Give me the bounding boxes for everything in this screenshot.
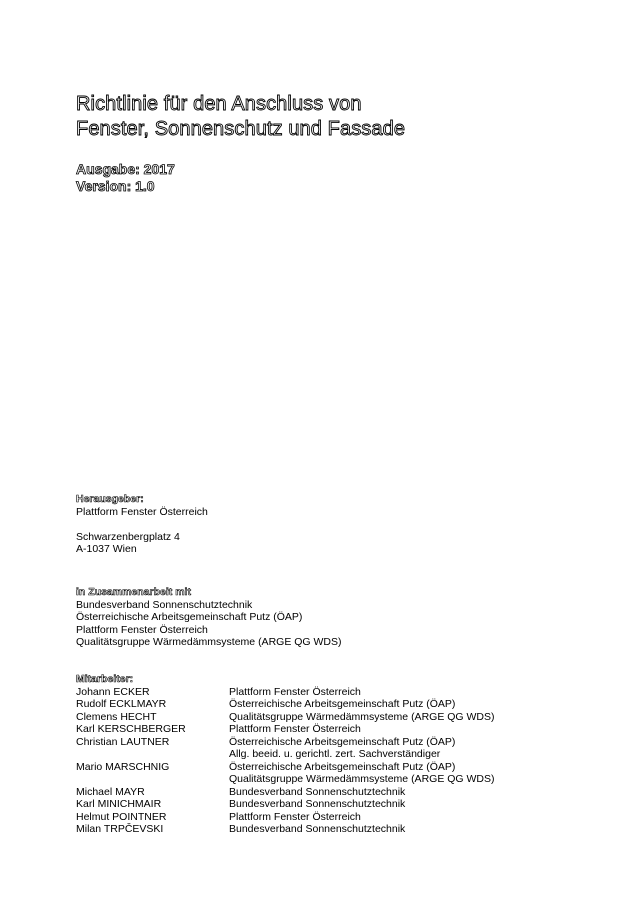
staff-row bbox=[76, 686, 494, 699]
staff-organization: Plattform Fenster Österreich bbox=[229, 685, 361, 698]
cooperation-partner: Österreichische Arbeitsgemeinschaft Putz (ÖAP) bbox=[76, 611, 303, 623]
title-line-1: Richtlinie für den Anschluss von bbox=[76, 93, 362, 115]
publisher-city: A-1037 Wien bbox=[76, 543, 137, 555]
staff-row bbox=[76, 698, 494, 711]
staff-organization: Allg. beeid. u. gerichtl. zert. Sachverständiger bbox=[229, 748, 441, 760]
staff-organization: Bundesverband Sonnenschutztechnik bbox=[229, 785, 406, 798]
cooperation-heading: in Zusammenarbeit mit bbox=[76, 586, 191, 598]
staff-organization: Österreichische Arbeitsgemeinschaft Putz (ÖAP) bbox=[229, 735, 456, 748]
staff-name: Karl MINICHMAIR bbox=[76, 798, 162, 810]
staff-organization: Österreichische Arbeitsgemeinschaft Putz (ÖAP) bbox=[229, 760, 456, 773]
publisher-street: Schwarzenbergplatz 4 bbox=[76, 530, 180, 543]
staff-row bbox=[76, 811, 494, 824]
staff-organization: Qualitätsgruppe Wärmedämmsysteme (ARGE QG WDS) bbox=[229, 710, 495, 723]
staff-name: Christian LAUTNER bbox=[76, 735, 170, 748]
staff-name: Michael MAYR bbox=[76, 785, 145, 798]
publisher-heading: Herausgeber: bbox=[76, 493, 144, 505]
staff-row bbox=[76, 823, 494, 836]
staff-name: Mario MARSCHNIG bbox=[76, 760, 170, 773]
staff-organization: Qualitätsgruppe Wärmedämmsysteme (ARGE QG WDS) bbox=[229, 773, 495, 785]
edition-info bbox=[76, 161, 175, 195]
publisher-name: Plattform Fenster Österreich bbox=[76, 505, 208, 518]
edition-issue: Ausgabe: 2017 bbox=[76, 161, 175, 177]
staff-section bbox=[76, 673, 494, 836]
cooperation-partner: Plattform Fenster Österreich bbox=[76, 623, 208, 636]
staff-organization: Bundesverband Sonnenschutztechnik bbox=[229, 798, 406, 810]
document-title bbox=[76, 92, 405, 142]
staff-name: Karl KERSCHBERGER bbox=[76, 723, 186, 735]
spacer bbox=[76, 518, 208, 531]
staff-organization: Bundesverband Sonnenschutztechnik bbox=[229, 823, 406, 835]
staff-row bbox=[76, 711, 494, 724]
staff-name: Helmut POINTNER bbox=[76, 810, 167, 823]
staff-organization: Plattform Fenster Österreich bbox=[229, 810, 361, 823]
edition-version: Version: 1.0 bbox=[76, 178, 155, 194]
staff-row bbox=[76, 786, 494, 799]
staff-row bbox=[76, 736, 494, 761]
staff-name: Clemens HECHT bbox=[76, 710, 157, 723]
staff-row bbox=[76, 798, 494, 811]
staff-row bbox=[76, 723, 494, 736]
cooperation-partner: Qualitätsgruppe Wärmedämmsysteme (ARGE QG WDS) bbox=[76, 636, 342, 648]
staff-name: Rudolf ECKLMAYR bbox=[76, 698, 167, 710]
cooperation-section bbox=[76, 586, 341, 649]
staff-organization: Plattform Fenster Österreich bbox=[229, 723, 361, 735]
staff-heading: Mitarbeiter: bbox=[76, 673, 134, 685]
cooperation-partner: Bundesverband Sonnenschutztechnik bbox=[76, 598, 253, 611]
staff-name: Johann ECKER bbox=[76, 685, 150, 698]
staff-name: Milan TRPČEVSKI bbox=[76, 823, 164, 835]
title-line-2: Fenster, Sonnenschutz und Fassade bbox=[76, 118, 406, 140]
publisher-section bbox=[76, 493, 208, 556]
staff-organization: Österreichische Arbeitsgemeinschaft Putz (ÖAP) bbox=[229, 698, 456, 710]
staff-row bbox=[76, 761, 494, 786]
